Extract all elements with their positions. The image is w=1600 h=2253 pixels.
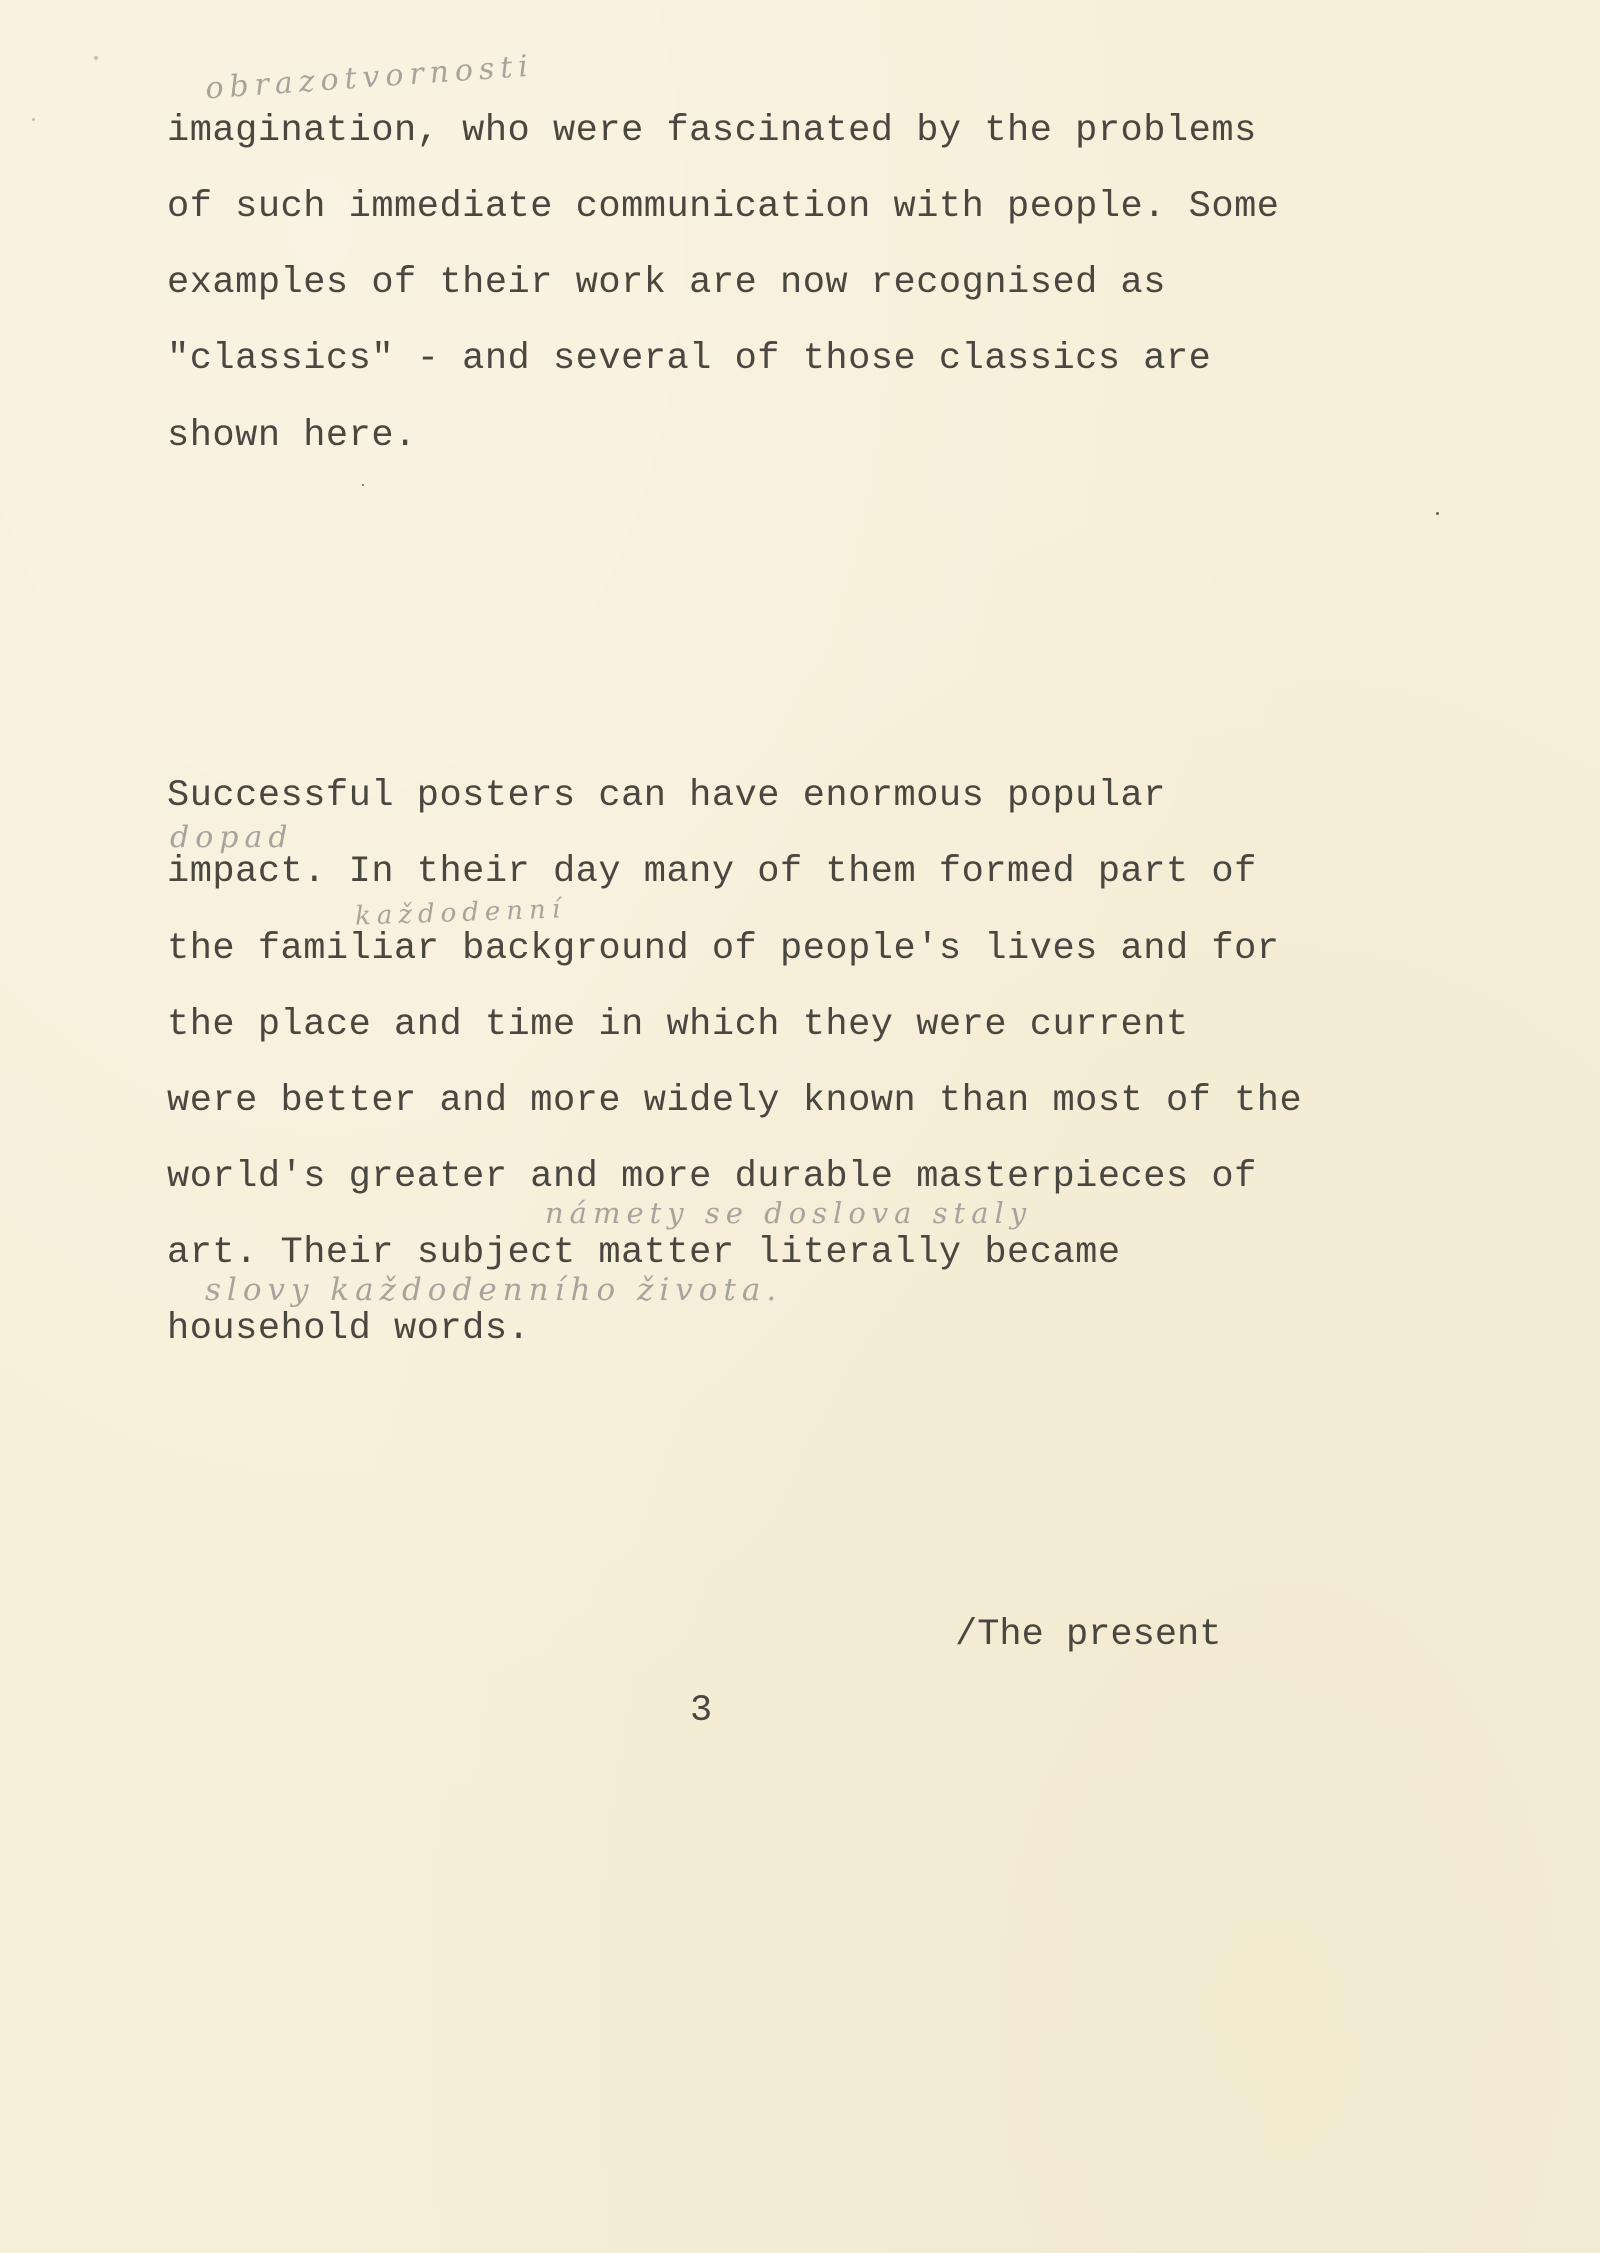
text-line: art. Their subject matter literally became [167,1232,1121,1274]
text-line: the familiar background of people's lives and for [167,928,1280,970]
page-number: 3 [690,1690,713,1732]
continuation-catchword: /The present [955,1614,1222,1656]
text-line: household words. [167,1308,531,1350]
paper-speck [362,484,364,486]
text-line: Successful posters can have enormous popular [167,775,1166,817]
text-line: the place and time in which they were current [167,1004,1189,1046]
handwritten-note-familiar: každodenní [354,894,567,932]
paper-speck [32,118,35,121]
handwritten-note-subject: námety se doslova staly [545,1196,1033,1230]
text-line: of such immediate communication with people. Some [167,186,1280,228]
paper-speck [1436,512,1439,515]
text-line: were better and more widely known than most of the [167,1080,1303,1122]
paper-speck [94,56,98,60]
text-line: "classics" - and several of those classics are [167,338,1212,380]
text-line: imagination, who were fascinated by the problems [167,110,1257,152]
text-line: impact. In their day many of them formed part of [167,851,1257,893]
text-line: shown here. [167,415,417,457]
handwritten-note-top: obrazotvornosti [204,48,536,107]
text-line: world's greater and more durable masterpieces of [167,1156,1257,1198]
handwritten-note-impact: dopad [170,820,294,855]
handwritten-note-household: slovy každodenního života. [205,1272,783,1308]
text-line: examples of their work are now recognised as [167,262,1166,304]
